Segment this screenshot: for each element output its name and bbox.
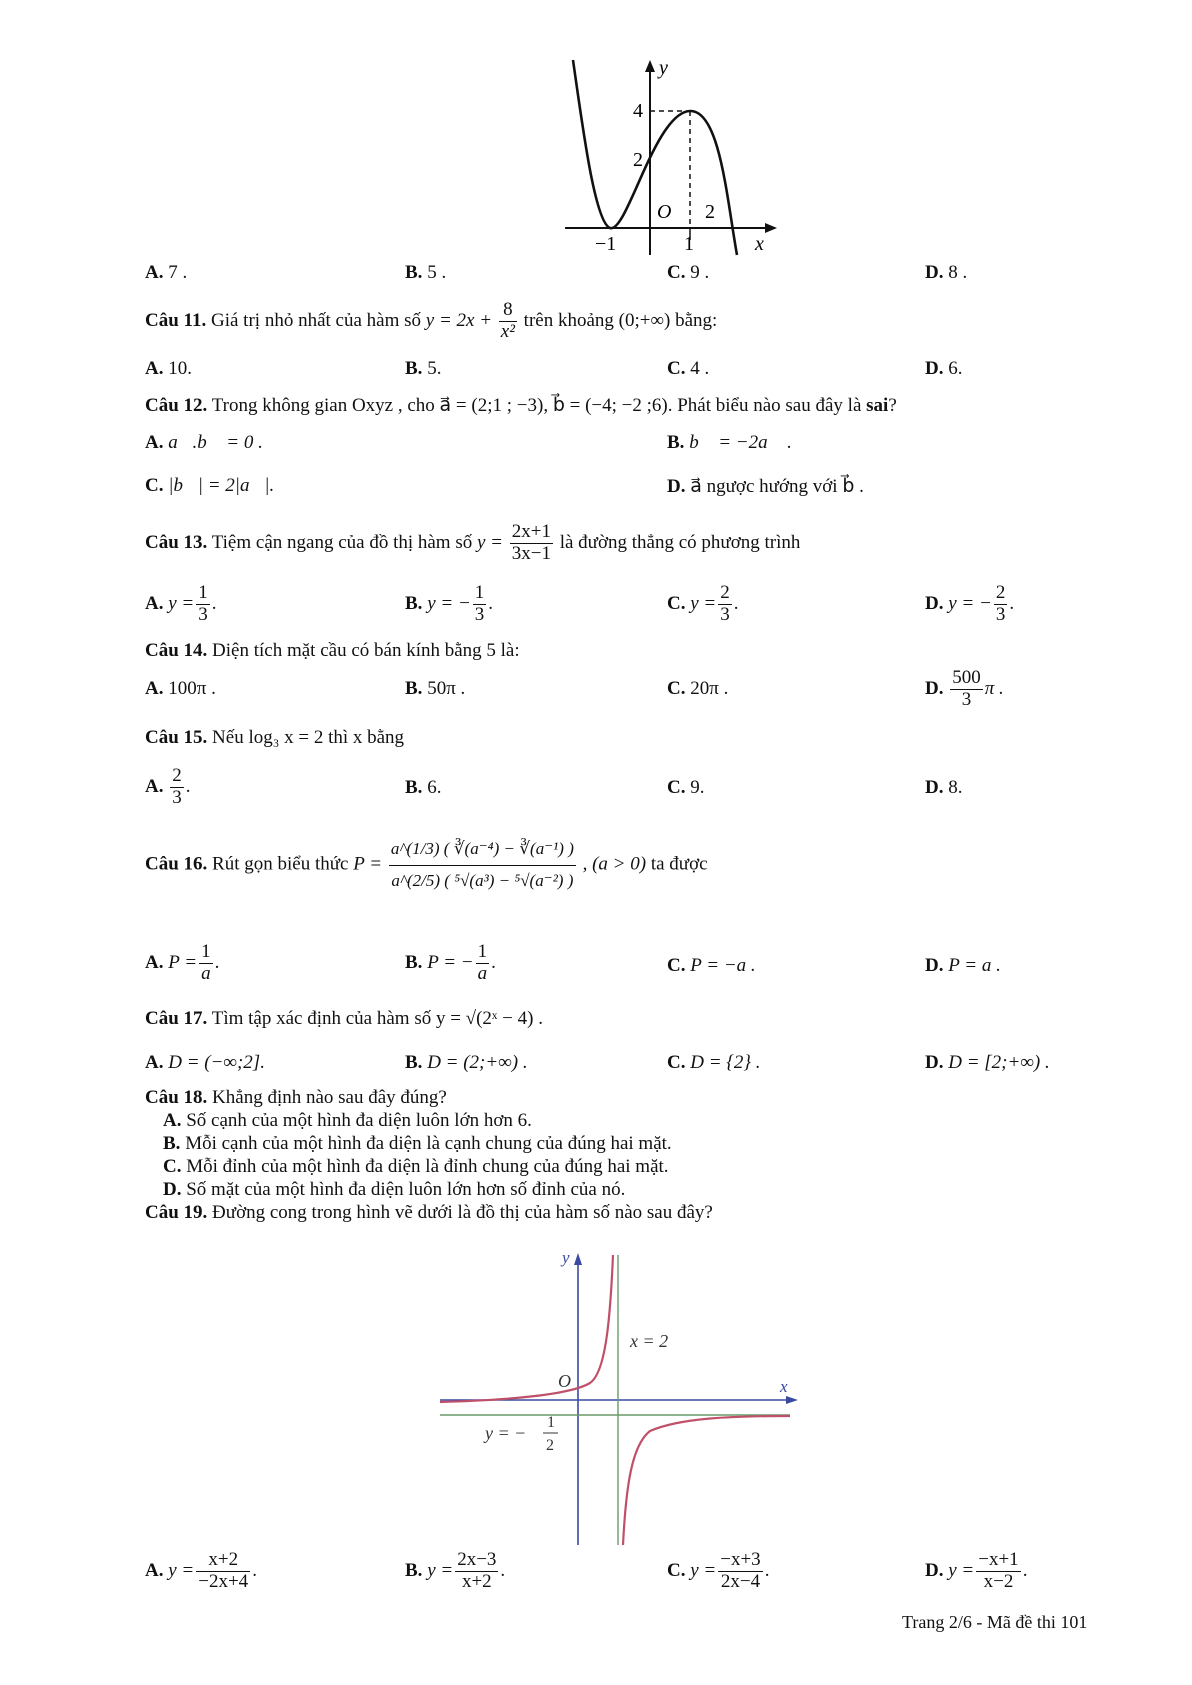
q13-option-a: A. y = $\frac{1}{3}$ . [145,582,217,625]
q14-option-c: C. 20π . [667,678,729,699]
q15-option-d: D. 8. [925,777,963,798]
q19-o-label: O [558,1371,571,1391]
q10-tick-4: 4 [633,100,643,122]
q19-option-a: A. y = $\frac{x+2}{-2x+4}$ . [145,1549,257,1592]
q11-option-d: D. 6. [925,358,963,379]
q15-option-a: A. $\frac{2}{3}$ . [145,765,191,808]
q10-option-d: D. 8 . [925,262,968,283]
q14-option-b: B. 50π . [405,678,466,699]
q10-tick-m1: −1 [595,233,617,255]
q10-option-a: A. 7 . [145,262,188,283]
q18-option-d: D. Số mặt của một hình đa diện luôn lớn hơn số đỉnh của nó. [163,1179,626,1200]
q15-option-b: B. 6. [405,777,442,798]
question-11: Câu 11. Giá trị nhỏ nhất của hàm số y = 2x + $\frac{8}{\text{x²}}$ trên khoảng (0;+∞) bằng: [145,299,718,342]
q18-option-b: B. Mỗi cạnh của một hình đa diện là cạnh chung của đúng hai mặt. [163,1133,672,1154]
question-15: Câu 15. Nếu log₃ x = 2 thì x bằng [145,727,405,748]
q18-option-c: C. Mỗi đỉnh của một hình đa diện là đỉnh chung của đúng hai mặt. [163,1156,669,1177]
page-footer: Trang 2/6 - Mã đề thi 101 [902,1612,1088,1632]
q19-vasym-label: x = 2 [630,1331,669,1351]
q19-graph [430,1245,810,1545]
q12-option-c: C. |b⃗| = 2|a⃗|. [145,475,275,496]
question-12: Câu 12. Trong không gian Oxyz , cho a⃗ = (2;1 ; −3), b⃗ = (−4; −2 ;6). Phát biểu nào sau đây là sai? [145,395,897,416]
q17-option-d: D. D = [2;+∞) . [925,1052,1050,1073]
q16-option-d: D. P = a . [925,955,1001,976]
q10-option-b: B. 5 . [405,262,447,283]
question-19: Câu 19. Đường cong trong hình vẽ dưới là đồ thị của hàm số nào sau đây? [145,1202,713,1223]
q10-o-label: O [657,201,672,223]
q11-option-c: C. 4 . [667,358,710,379]
q10-tick-1: 1 [684,233,694,255]
q19-curve-left [440,1255,613,1402]
question-16: Câu 16. Rút gọn biểu thức P = $\frac{\text{a\textasciicircum{}(1/3) ( ∛(a⁻⁴) − ∛(a⁻¹) )}}{\text{a\textasciicircum{}(2/5) ( ⁵√(a³) − ⁵√(a⁻²) )}}$ , (a > 0) ta được [145,839,708,890]
q17-option-a: A. D = (−∞;2]. [145,1052,265,1073]
q19-option-c: C. y = $\frac{-x+3}{2x-4}$ . [667,1549,770,1592]
q11-option-a: A. 10. [145,358,192,379]
q12-option-a: A. a⃗.b⃗ = 0 . [145,432,263,453]
q17-option-b: B. D = (2;+∞) . [405,1052,528,1073]
q19-hasym-pre: y = − [485,1423,527,1443]
q13-option-c: C. y = $\frac{2}{3}$ . [667,582,739,625]
q10-tick-2x: 2 [705,201,715,223]
q10-graph [555,50,785,265]
q10-x-label: x [755,233,764,255]
q16-option-c: C. P = −a . [667,955,756,976]
q12-option-d: D. a⃗ ngược hướng với b⃗ . [667,476,864,497]
q10-option-c: C. 9 . [667,262,710,283]
q19-option-b: B. y = $\frac{2x-3}{x+2}$ . [405,1549,506,1592]
q13-option-b: B. y = − $\frac{1}{3}$ . [405,582,494,625]
q19-curve-right [623,1416,790,1545]
q18-option-a: A. Số cạnh của một hình đa diện luôn lớn hơn 6. [163,1110,532,1131]
q14-option-d: D. $\frac{500}{3}$ π . [925,667,1004,710]
question-14: Câu 14. Diện tích mặt cầu có bán kính bằng 5 là: [145,640,520,661]
q10-y-label: y [659,57,668,79]
q16-option-a: A. P = $\frac{1}{a}$ . [145,941,220,984]
q14-option-a: A. 100π . [145,678,216,699]
q10-tick-2y: 2 [633,149,643,171]
question-18: Câu 18. Khẳng định nào sau đây đúng? [145,1087,447,1108]
q19-option-d: D. y = $\frac{-x+1}{x-2}$ . [925,1549,1028,1592]
q16-option-b: B. P = − $\frac{1}{a}$ . [405,941,496,984]
q19-y-label: y [562,1248,570,1267]
q15-option-c: C. 9. [667,777,705,798]
q11-option-b: B. 5. [405,358,442,379]
question-17: Câu 17. Tìm tập xác định của hàm số y = √(2ˣ − 4) . [145,1008,543,1029]
q19-hasym-num: 1 [547,1414,555,1431]
q13-option-d: D. y = − $\frac{2}{3}$ . [925,582,1015,625]
question-13: Câu 13. Tiệm cận ngang của đồ thị hàm số y = $\frac{2x+1}{3x-1}$ là đường thẳng có phương trình [145,521,801,564]
q19-hasym-den: 2 [546,1437,554,1454]
q12-option-b: B. b⃗ = −2a⃗ . [667,432,792,453]
q17-option-c: C. D = {2} . [667,1052,761,1073]
q19-x-label: x [780,1377,788,1396]
